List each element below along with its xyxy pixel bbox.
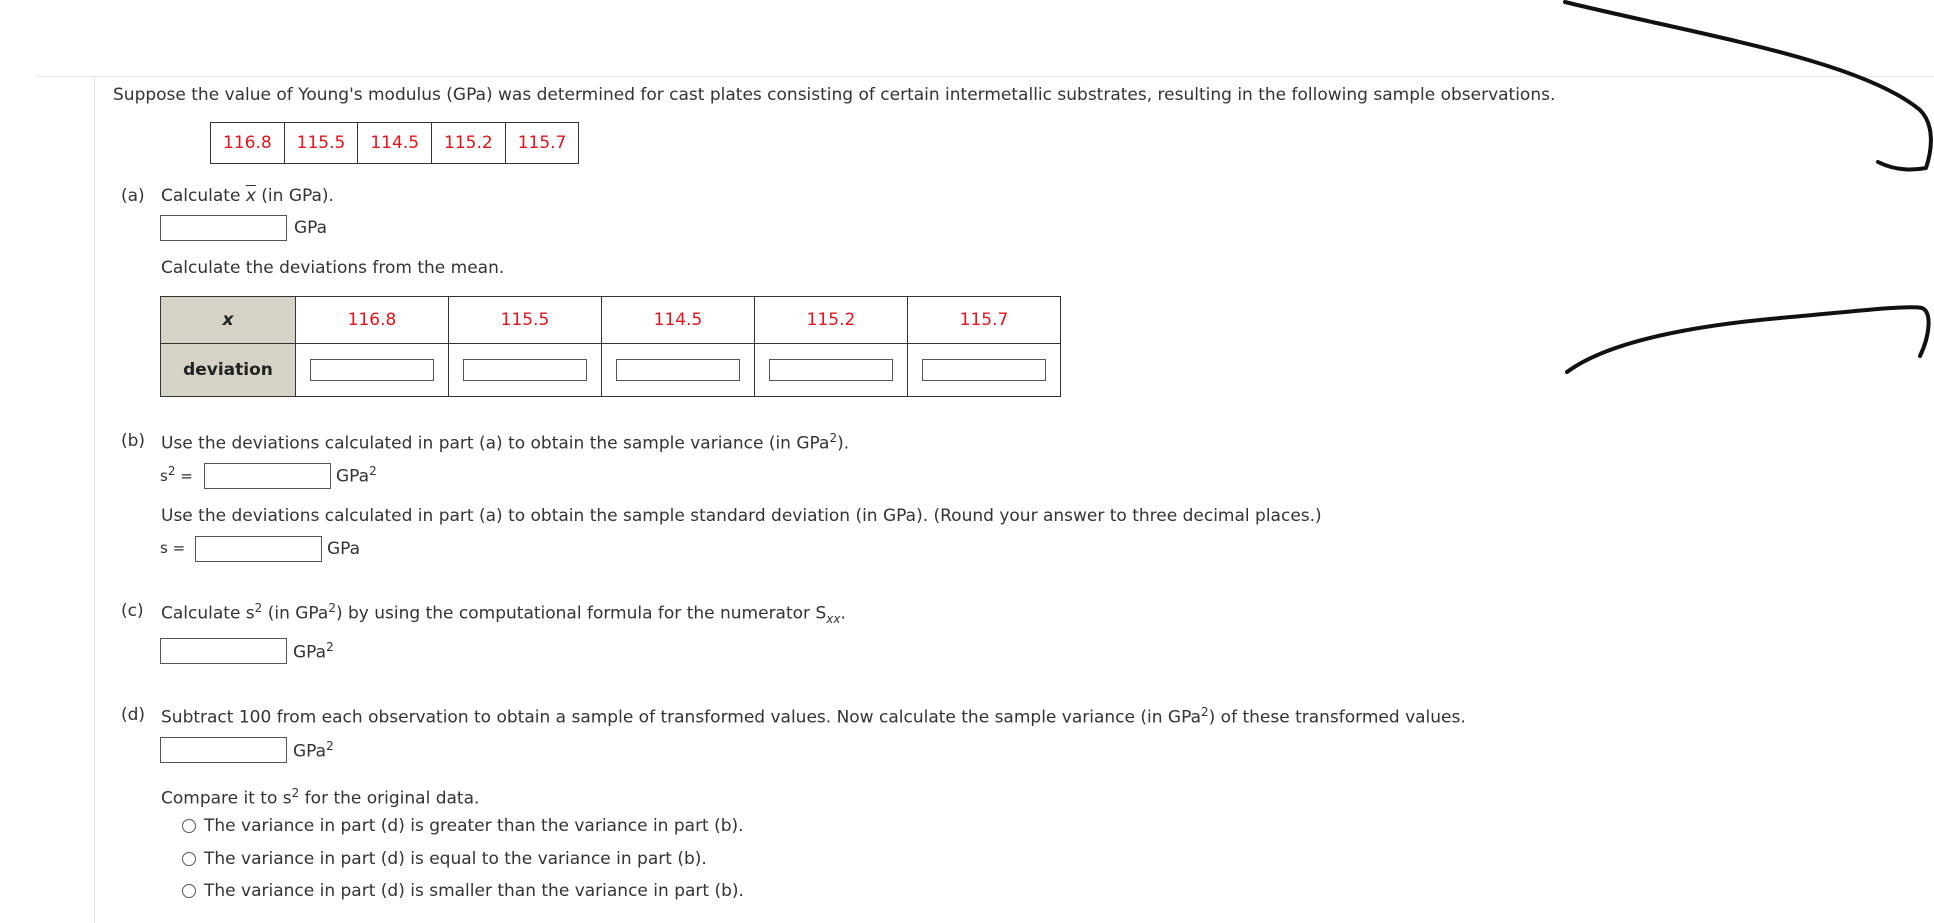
std-dev-prompt: Use the deviations calculated in part (a) to obtain the sample standard deviation (in GPa). (Round your answer to three decimal places.) [161, 506, 1322, 526]
deviation-row-header: deviation [161, 344, 296, 397]
x-value-cell: 116.8 [296, 297, 449, 344]
option-smaller[interactable]: The variance in part (d) is smaller than the variance in part (b). [182, 881, 744, 901]
x-value-cell: 114.5 [602, 297, 755, 344]
transformed-variance-unit: GPa$^2$ [293, 739, 334, 762]
option-equal[interactable]: The variance in part (d) is equal to the variance in part (b). [182, 849, 707, 869]
part-a-label: (a) [121, 186, 145, 206]
std-dev-unit: GPa [327, 539, 361, 559]
std-dev-symbol: s = [160, 539, 186, 557]
x-value-cell: 115.2 [755, 297, 908, 344]
observation-cell: 115.2 [432, 123, 506, 164]
observation-cell: 116.8 [211, 123, 285, 164]
mean-unit: GPa [294, 218, 328, 238]
x-bar-symbol: $\overline{x}$ [245, 186, 256, 206]
option-greater[interactable]: The variance in part (d) is greater than the variance in part (b). [182, 816, 744, 836]
observation-cell: 115.7 [505, 123, 579, 164]
variance-symbol: $s^2$ = [160, 464, 193, 485]
variance-unit: GPa$^2$ [336, 464, 377, 487]
observation-cell: 114.5 [358, 123, 432, 164]
part-c-label: (c) [121, 601, 144, 621]
part-b-prompt: Use the deviations calculated in part (a) to obtain the sample variance (in GPa$^2$). [161, 431, 850, 454]
compare-prompt: Compare it to $s^2$ for the original data. [161, 786, 480, 809]
x-value-cell: 115.5 [449, 297, 602, 344]
part-d-label: (d) [121, 705, 146, 725]
part-b-label: (b) [121, 431, 146, 451]
deviations-prompt: Calculate the deviations from the mean. [161, 258, 505, 278]
observation-cell: 115.5 [284, 123, 358, 164]
part-a-prompt: Calculate $\overline{x}$ (in GPa). [161, 186, 334, 206]
problem-intro: Suppose the value of Young's modulus (GPa) was determined for cast plates consisting of certain intermetallic substrates, resulting in the following sample observations. [113, 85, 1556, 105]
computational-variance-unit: GPa$^2$ [293, 640, 334, 663]
part-d-prompt: Subtract 100 from each observation to obtain a sample of transformed values. Now calculate the sample variance (in GPa$^2$) of these transformed values. [161, 705, 1466, 728]
part-c-prompt: Calculate $s^2$ (in GPa$^2$) by using the computational formula for the numerator $S_{xx}$. [161, 601, 846, 627]
x-value-cell: 115.7 [908, 297, 1061, 344]
x-row-header: x [161, 297, 296, 344]
